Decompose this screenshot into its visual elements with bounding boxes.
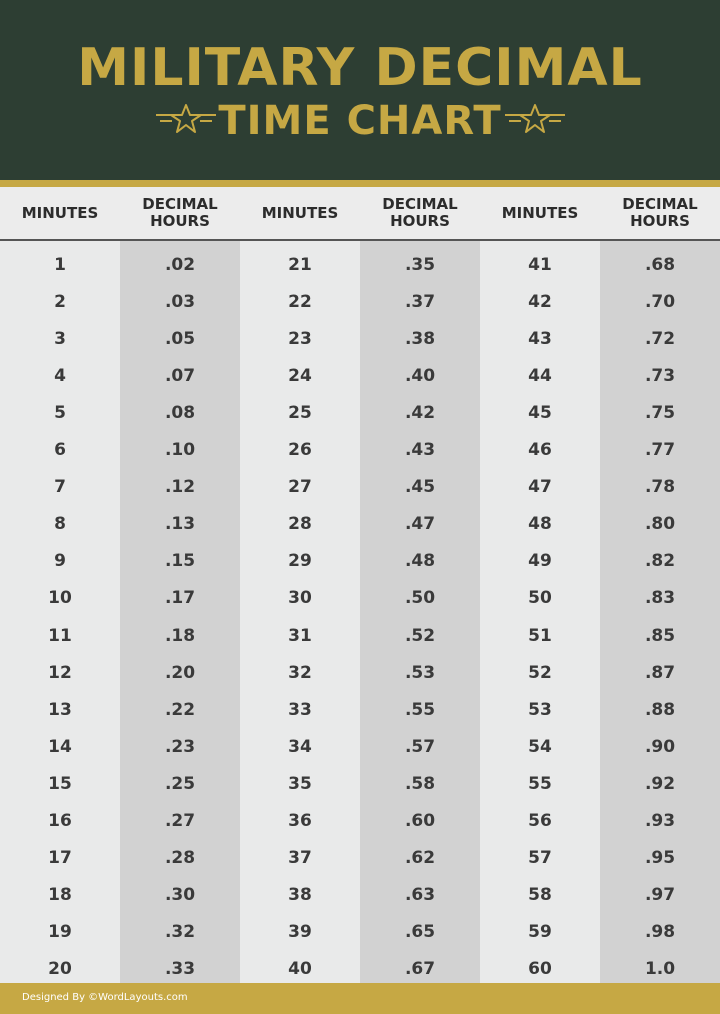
minutes-cell: 23 — [288, 329, 312, 349]
decimal-hours-cell: .62 — [404, 848, 436, 868]
decimal-column-band — [120, 241, 240, 983]
decimal-hours-cell: .87 — [644, 663, 676, 683]
decimal-hours-cell: .47 — [404, 514, 436, 534]
minutes-cell: 1 — [54, 255, 66, 275]
minutes-cell: 27 — [288, 477, 312, 497]
header-divider — [0, 180, 720, 187]
minutes-cell: 58 — [528, 885, 552, 905]
minutes-cell: 33 — [288, 700, 312, 720]
minutes-cell: 9 — [54, 551, 66, 571]
minutes-cell: 26 — [288, 440, 312, 460]
minutes-cell: 49 — [528, 551, 552, 571]
minutes-cell: 36 — [288, 811, 312, 831]
minutes-cell: 44 — [528, 366, 552, 386]
column-header-minutes: MINUTES — [261, 203, 339, 222]
decimal-hours-cell: .55 — [404, 700, 436, 720]
column-header-minutes: MINUTES — [501, 203, 579, 222]
column-header-decimal-hours: DECIMAL HOURS — [382, 195, 458, 230]
minutes-cell: 15 — [48, 774, 72, 794]
minutes-cell: 20 — [48, 959, 72, 979]
minutes-cell: 60 — [528, 959, 552, 979]
minutes-cell: 30 — [288, 588, 312, 608]
minutes-cell: 7 — [54, 477, 66, 497]
decimal-hours-cell: .22 — [164, 700, 196, 720]
decimal-hours-cell: .05 — [164, 329, 196, 349]
minutes-cell: 14 — [48, 737, 72, 757]
decimal-hours-cell: .23 — [164, 737, 196, 757]
minutes-cell: 55 — [528, 774, 552, 794]
minutes-cell: 51 — [528, 626, 552, 646]
decimal-hours-cell: .33 — [164, 959, 196, 979]
decimal-hours-cell: .10 — [164, 440, 196, 460]
decimal-hours-cell: .28 — [164, 848, 196, 868]
decimal-hours-cell: .80 — [644, 514, 676, 534]
minutes-cell: 31 — [288, 626, 312, 646]
minutes-cell: 40 — [288, 959, 312, 979]
minutes-cell: 3 — [54, 329, 66, 349]
decimal-hours-cell: .37 — [404, 292, 436, 312]
decimal-hours-cell: .27 — [164, 811, 196, 831]
minutes-cell: 2 — [54, 292, 66, 312]
decimal-hours-cell: .17 — [164, 588, 196, 608]
decimal-hours-cell: .82 — [644, 551, 676, 571]
minutes-cell: 57 — [528, 848, 552, 868]
decimal-hours-cell: 1.0 — [644, 959, 676, 979]
minutes-cell: 19 — [48, 922, 72, 942]
decimal-hours-cell: .68 — [644, 255, 676, 275]
minutes-cell: 37 — [288, 848, 312, 868]
decimal-hours-cell: .75 — [644, 403, 676, 423]
minutes-cell: 10 — [48, 588, 72, 608]
minutes-cell: 17 — [48, 848, 72, 868]
minutes-cell: 32 — [288, 663, 312, 683]
minutes-cell: 42 — [528, 292, 552, 312]
minutes-cell: 41 — [528, 255, 552, 275]
decimal-hours-cell: .42 — [404, 403, 436, 423]
footer — [0, 983, 720, 1014]
decimal-hours-cell: .07 — [164, 366, 196, 386]
decimal-hours-cell: .35 — [404, 255, 436, 275]
decimal-hours-cell: .50 — [404, 588, 436, 608]
decimal-column-band — [600, 241, 720, 983]
decimal-hours-cell: .53 — [404, 663, 436, 683]
decimal-hours-cell: .30 — [164, 885, 196, 905]
minutes-cell: 28 — [288, 514, 312, 534]
minutes-cell: 13 — [48, 700, 72, 720]
minutes-cell: 18 — [48, 885, 72, 905]
decimal-hours-cell: .60 — [404, 811, 436, 831]
minutes-cell: 22 — [288, 292, 312, 312]
column-header-decimal-hours: DECIMAL HOURS — [622, 195, 698, 230]
minutes-cell: 54 — [528, 737, 552, 757]
decimal-hours-cell: .73 — [644, 366, 676, 386]
page-subtitle: TIME CHART — [218, 98, 502, 144]
minutes-cell: 21 — [288, 255, 312, 275]
minutes-cell: 43 — [528, 329, 552, 349]
decimal-hours-cell: .72 — [644, 329, 676, 349]
minutes-cell: 25 — [288, 403, 312, 423]
decimal-hours-cell: .58 — [404, 774, 436, 794]
footer-credit: Designed By ©WordLayouts.com — [22, 992, 188, 1003]
decimal-hours-cell: .40 — [404, 366, 436, 386]
minutes-cell: 12 — [48, 663, 72, 683]
minutes-cell: 50 — [528, 588, 552, 608]
decimal-hours-cell: .45 — [404, 477, 436, 497]
decimal-hours-cell: .97 — [644, 885, 676, 905]
minutes-cell: 5 — [54, 403, 66, 423]
decimal-hours-cell: .18 — [164, 626, 196, 646]
minutes-cell: 53 — [528, 700, 552, 720]
minutes-cell: 11 — [48, 626, 72, 646]
decimal-hours-cell: .48 — [404, 551, 436, 571]
minutes-cell: 56 — [528, 811, 552, 831]
minutes-cell: 34 — [288, 737, 312, 757]
decimal-hours-cell: .63 — [404, 885, 436, 905]
decimal-hours-cell: .83 — [644, 588, 676, 608]
column-header-row — [0, 187, 720, 239]
decimal-hours-cell: .52 — [404, 626, 436, 646]
decimal-hours-cell: .98 — [644, 922, 676, 942]
decimal-hours-cell: .77 — [644, 440, 676, 460]
decimal-hours-cell: .13 — [164, 514, 196, 534]
decimal-hours-cell: .88 — [644, 700, 676, 720]
decimal-hours-cell: .32 — [164, 922, 196, 942]
minutes-cell: 6 — [54, 440, 66, 460]
decimal-hours-cell: .70 — [644, 292, 676, 312]
page-title: MILITARY DECIMAL — [77, 38, 643, 98]
minutes-cell: 29 — [288, 551, 312, 571]
minutes-cell: 59 — [528, 922, 552, 942]
decimal-hours-cell: .78 — [644, 477, 676, 497]
column-header-decimal-hours: DECIMAL HOURS — [142, 195, 218, 230]
minutes-cell: 39 — [288, 922, 312, 942]
decimal-hours-cell: .95 — [644, 848, 676, 868]
decimal-hours-cell: .65 — [404, 922, 436, 942]
minutes-cell: 38 — [288, 885, 312, 905]
decimal-hours-cell: .67 — [404, 959, 436, 979]
decimal-hours-cell: .20 — [164, 663, 196, 683]
header-banner — [0, 0, 720, 180]
decimal-hours-cell: .38 — [404, 329, 436, 349]
minutes-cell: 47 — [528, 477, 552, 497]
minutes-cell: 45 — [528, 403, 552, 423]
decimal-hours-cell: .85 — [644, 626, 676, 646]
minutes-cell: 8 — [54, 514, 66, 534]
decimal-hours-cell: .90 — [644, 737, 676, 757]
decimal-hours-cell: .12 — [164, 477, 196, 497]
decimal-column-band — [360, 241, 480, 983]
minutes-cell: 4 — [54, 366, 66, 386]
decimal-hours-cell: .57 — [404, 737, 436, 757]
minutes-cell: 48 — [528, 514, 552, 534]
decimal-hours-cell: .02 — [164, 255, 196, 275]
decimal-hours-cell: .25 — [164, 774, 196, 794]
decimal-hours-cell: .08 — [164, 403, 196, 423]
minutes-cell: 46 — [528, 440, 552, 460]
star-icon — [505, 104, 565, 134]
column-header-minutes: MINUTES — [21, 203, 99, 222]
minutes-cell: 52 — [528, 663, 552, 683]
minutes-cell: 35 — [288, 774, 312, 794]
minutes-cell: 16 — [48, 811, 72, 831]
decimal-hours-cell: .03 — [164, 292, 196, 312]
decimal-hours-cell: .92 — [644, 774, 676, 794]
minutes-cell: 24 — [288, 366, 312, 386]
decimal-hours-cell: .43 — [404, 440, 436, 460]
decimal-hours-cell: .15 — [164, 551, 196, 571]
decimal-hours-cell: .93 — [644, 811, 676, 831]
